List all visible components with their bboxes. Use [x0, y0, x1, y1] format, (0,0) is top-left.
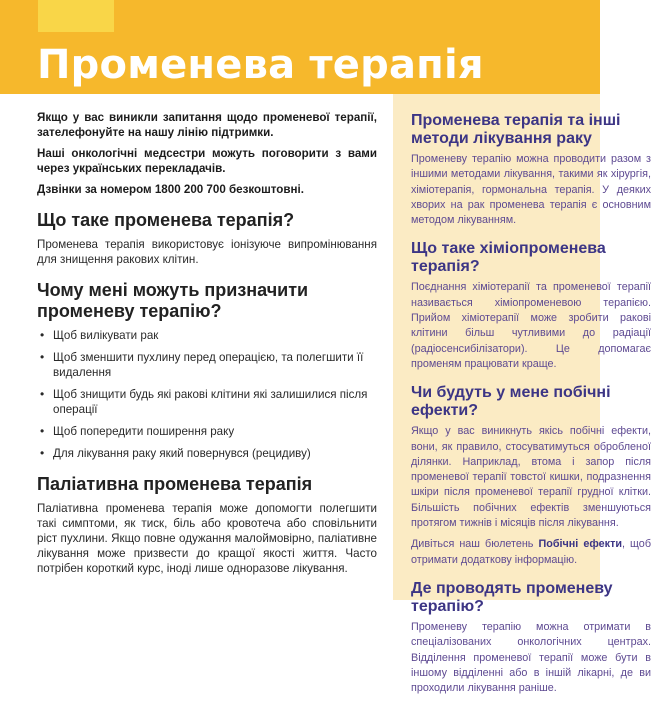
sidebar-heading-side-effects: Чи будуть у мене побічні ефекти? [411, 384, 611, 420]
section-heading-palliative: Паліативна променева терапія [37, 474, 313, 494]
intro-paragraph: Наші онкологічні медсестри можуть поговорити з вами через українських перекладачів. [37, 147, 377, 175]
main-column [37, 110, 377, 576]
intro-paragraph: Якщо у вас виникли запитання щодо променевої терапії, зателефонуйте на нашу лінію підтримки. [37, 111, 377, 139]
sidebar-text-side-effects-link: Дивіться наш бюлетень Побічні ефекти, щоб отримати додаткову інформацію. [411, 538, 651, 566]
list-item: • Щоб вилікувати рак [37, 328, 377, 343]
sidebar-heading-other-treatments: Променева терапія та інші методи лікування раку [411, 112, 621, 147]
page-title: Променева терапія [37, 42, 484, 88]
sidebar-text-chemoradiation: Поєднання хіміотерапії та променевої терапії називається хіміопроменевою терапією. Прийом хіміотерапії може зробити ракові клітини більш чутливими до радіації (радіосенсибілізатори). Це допомагає променям працювати краще. [411, 281, 651, 370]
phone-paragraph: Дзвінки за номером 1800 200 700 безкоштовні. [37, 183, 304, 196]
side-effects-bulletin-link[interactable]: Побічні ефекти [538, 538, 622, 551]
sidebar-text-other-treatments: Променеву терапію можна проводити разом з іншими методами лікування, такими як хірургія, хіміотерапія, гормональна терапія. У деяких хворих на рак променева терапія є основним методом лікуванням. [411, 153, 651, 227]
list-item: • Для лікування раку який повернувся (рецидиву) [37, 446, 377, 461]
header-banner [0, 0, 600, 94]
list-item: • Щоб попередити поширення раку [37, 424, 377, 439]
section-heading-why: Чому мені можуть призначити променеву терапію? [37, 280, 309, 321]
sidebar-heading-where: Де проводять променеву терапію? [411, 579, 613, 615]
section-heading-what-is: Що таке променева терапія? [37, 210, 295, 230]
reasons-list [37, 328, 377, 461]
list-item: • Щоб знищити будь які ракові клітини які залишилися після операції [37, 387, 377, 417]
sidebar-text-side-effects: Якщо у вас виникнуть якісь побічні ефекти, вони, як правило, стосуватимуться обробленої ділянки. Наприклад, втома і запор після променевої терапії товстої кишки, подразнення шкіри після променевої терапії грудної клітки. Більшість побічних ефектів зменшуються протягом тижнів і місяців після лікування. [411, 425, 651, 530]
section-text-palliative: Паліативна променева терапія може допомогти полегшити такі симптоми, як тиск, біль або кровотеча або сповільнити ріст пухлини. Якщо повне одужання малоймовірно, паліативне лікування може призвести до кращої якості життя. Часто потрібен короткий курс, іноді лише одноразове лікування. [37, 502, 377, 575]
list-item: • Щоб зменшити пухлину перед операцією, та полегшити її видалення [37, 350, 377, 380]
sidebar-panel [393, 94, 651, 695]
sidebar-heading-chemoradiation: Що таке хіміопроменева терапія? [411, 240, 606, 276]
sidebar-text-where: Променеву терапію можна отримати в спеціалізованих онкологічних центрах. Відділення променевої терапії може бути в іншому відділенні або в іншій лікарні, де ви проходили лікування раніше. [411, 620, 651, 695]
ukraine-flag-icon [38, 0, 114, 32]
section-text-what-is: Променева терапія використовує іонізуюче випромінювання для знищення ракових клітин. [37, 238, 377, 266]
